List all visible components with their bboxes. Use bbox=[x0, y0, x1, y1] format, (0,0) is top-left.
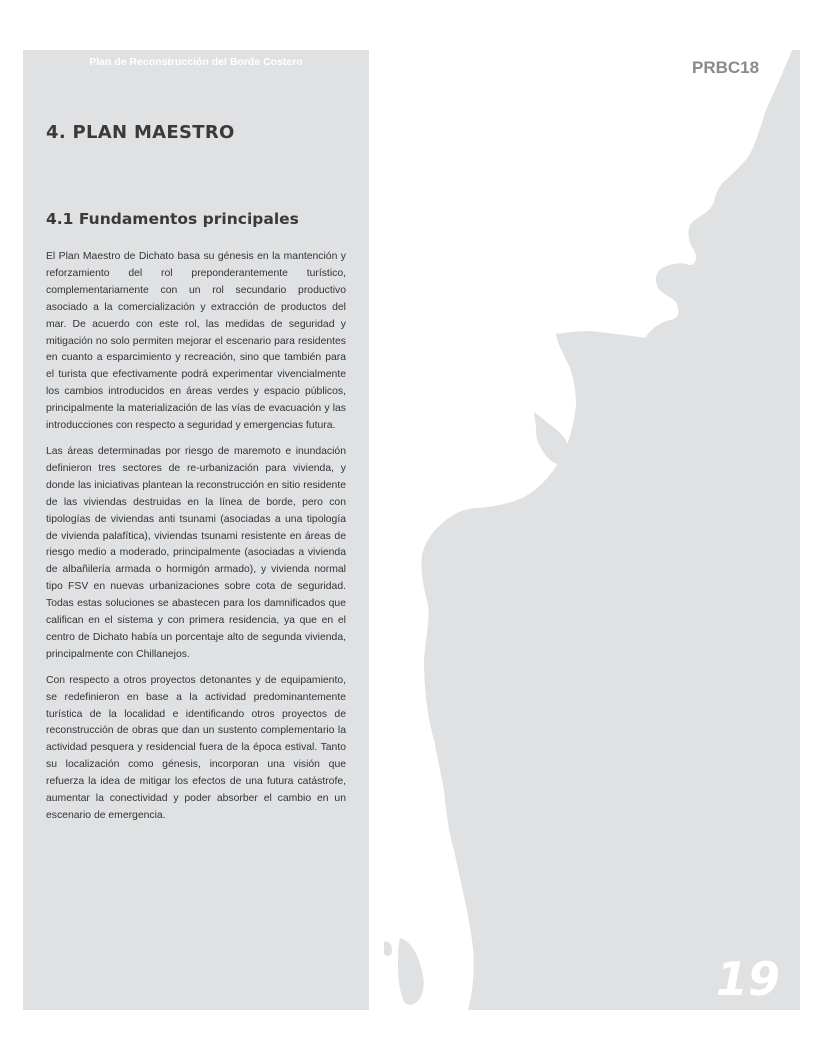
chapter-title: 4. PLAN MAESTRO bbox=[46, 122, 235, 143]
document-code: PRBC18 bbox=[692, 58, 760, 77]
paragraph: Las áreas determinadas por riesgo de maremoto e inundación definieron tres sectores de re-urbanización para vivienda, y donde las iniciativas plantean la reconstrucción en sitio residente de las viviendas destruidas en la línea de borde, pero con tipologías de viviendas anti tsunami (asociadas a una tipología de vivienda palafítica), viviendas tsunami resistente en áreas de riesgo medio a moderado, principalmente (asociadas a vivienda de albañilería armada o hormigón armado), y vivienda normal tipo FSV en nuevas urbanizaciones sobre cota de seguridad. Todas estas soluciones se abastecen para los damnificados que califican en el sistema y con primera residencia, ya que en el centro de Dichato había un porcentaje alto de segunda vivienda, principalmente con Chillanejos. bbox=[46, 445, 346, 660]
coastal-island bbox=[534, 412, 569, 464]
paragraph: El Plan Maestro de Dichato basa su génesis en la mantención y reforzamiento del rol preponderantemente turístico, complementariamente con un rol secundario productivo asociado a la comercialización y extracción de productos del mar. De acuerdo con este rol, las medidas de seguridad y mitigación no solo permiten mejorar el escenario para residentes en cuanto a esparcimiento y recreación, sino que también para el turista que efectivamente podrá experimentar vivencialmente los cambios introducidos en áreas verdes y espacio públicos, principalmente la materialización de las vías de evacuación y las introducciones con respecto a seguridad y emergencias futura. bbox=[46, 251, 346, 432]
body-text bbox=[46, 249, 346, 834]
mainland-coast bbox=[421, 50, 800, 1010]
coastline-map bbox=[380, 50, 800, 1010]
text-panel bbox=[23, 50, 369, 1010]
paragraph: Con respecto a otros proyectos detonantes y de equipamiento, se redefinieron en base a la actividad predominantemente turística de la localidad e identificando otros proyectos de reconstrucción de obras que dan un sustento complementario la actividad pesquera y residencial fuera de la época estival. Tanto su localización como génesis, incorporan una visión que refuerza la idea de mitigar los efectos de una futura catástrofe, aumentar la conectividad y poder absorber el cambio en un escenario de emergencia. bbox=[46, 674, 346, 821]
small-south-island bbox=[398, 938, 424, 1005]
section-title: 4.1 Fundamentos principales bbox=[46, 210, 299, 228]
page-number: 19 bbox=[716, 952, 781, 1006]
islet bbox=[384, 941, 392, 956]
running-header: Plan de Reconstrucción del Borde Costero bbox=[89, 56, 303, 68]
